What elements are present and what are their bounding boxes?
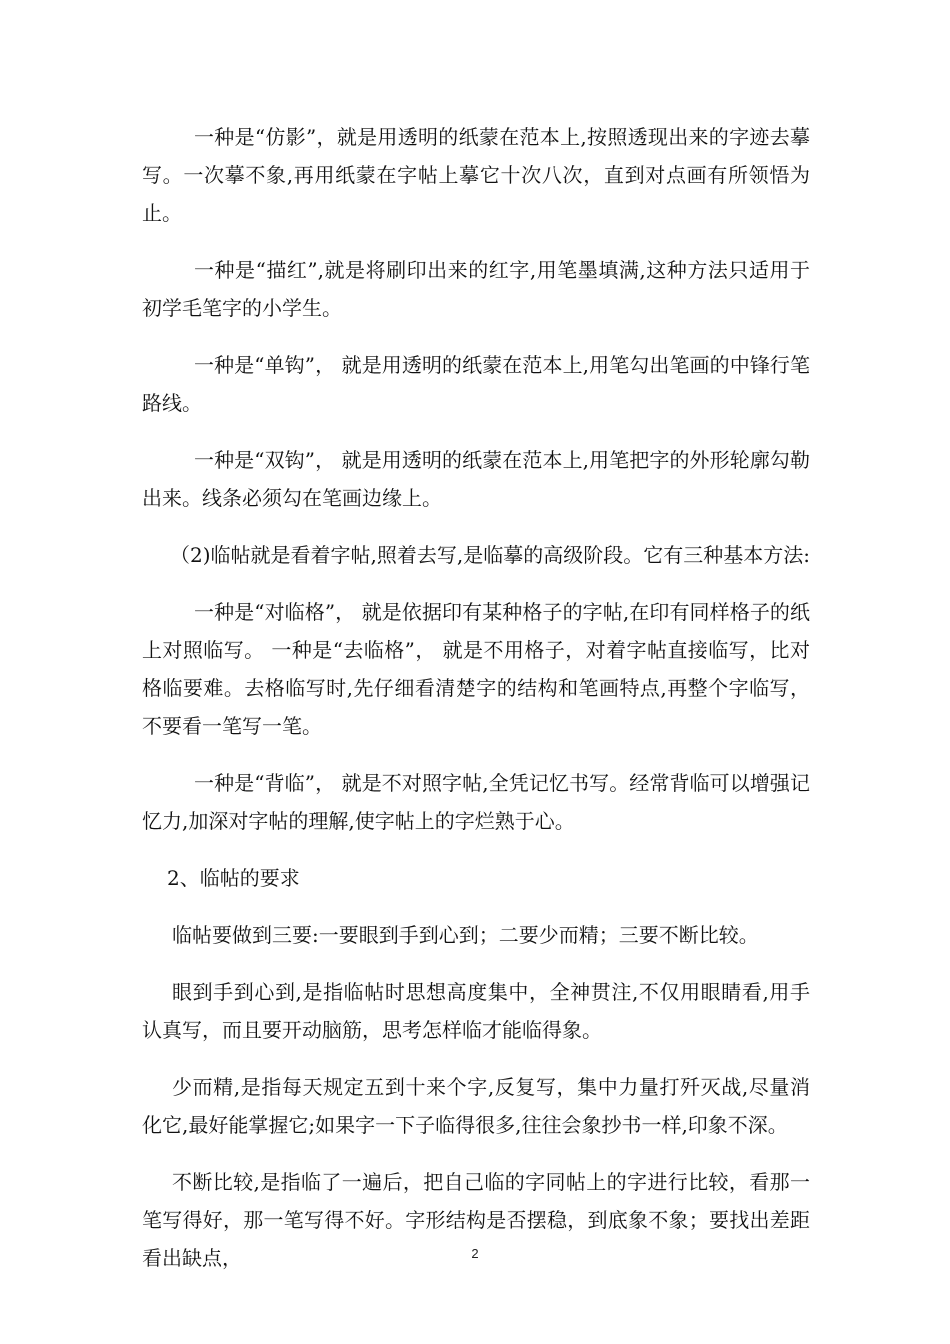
page-number: 2: [471, 1246, 479, 1261]
paragraph-duilinge: 一种是“对临格”， 就是依据印有某种格子的字帖,在印有同样格子的纸上对照临写。 一种是“去临格”， 就是不用格子，对着字帖直接临写，比对格临要难。去格临写时,先仔细看清楚字的结构和笔画特点,再整个字临写，不要看一笔写一笔。: [142, 600, 810, 738]
paragraph-buduanbijiao: 不断比较,是指临了一遍后，把自己临的字同帖上的字进行比较，看那一笔写得好，那一笔写得不好。字形结构是否摆稳，到底象不象；要找出差距看出缺点，: [142, 1170, 810, 1270]
paragraph-requirements: 临帖要做到三要:一要眼到手到心到；二要少而精；三要不断比较。: [172, 923, 759, 947]
paragraph-shaoerjing: 少而精,是指每天规定五到十来个字,反复写，集中力量打歼灭战,尽量消化它,最好能掌握它;如果字一下子临得很多,往往会象抄书一样,印象不深。: [142, 1075, 810, 1137]
paragraph-shuanggou: 一种是“双钩”， 就是用透明的纸蒙在范本上,用笔把字的外形轮廓勾勒出来。线条必须勾在笔画边缘上。: [142, 448, 810, 510]
paragraph-fangying: 一种是“仿影”，就是用透明的纸蒙在范本上,按照透现出来的字迹去摹写。一次摹不象,再用纸蒙在字帖上摹它十次八次，直到对点画有所领悟为止。: [142, 125, 810, 225]
paragraph-yandao: 眼到手到心到,是指临帖时思想高度集中，全神贯注,不仅用眼睛看,用手认真写，而且要开动脑筋，思考怎样临才能临得象。: [142, 980, 810, 1042]
body-text: [142, 118, 810, 1296]
paragraph-beilin: 一种是“背临”， 就是不对照字帖,全凭记忆书写。经常背临可以增强记忆力,加深对字帖的理解,使字帖上的字烂熟于心。: [142, 771, 810, 833]
section-heading: 2、临帖的要求: [167, 866, 300, 890]
paragraph-dangou: 一种是“单钩”， 就是用透明的纸蒙在范本上,用笔勾出笔画的中锋行笔路线。: [142, 353, 810, 415]
paragraph-lintie-intro: （2)临帖就是看着字帖,照着去写,是临摹的高级阶段。它有三种基本方法:: [170, 543, 810, 567]
paragraph-miaohong: 一种是“描红”,就是将刷印出来的红字,用笔墨填满,这种方法只适用于初学毛笔字的小学生。: [142, 258, 810, 320]
